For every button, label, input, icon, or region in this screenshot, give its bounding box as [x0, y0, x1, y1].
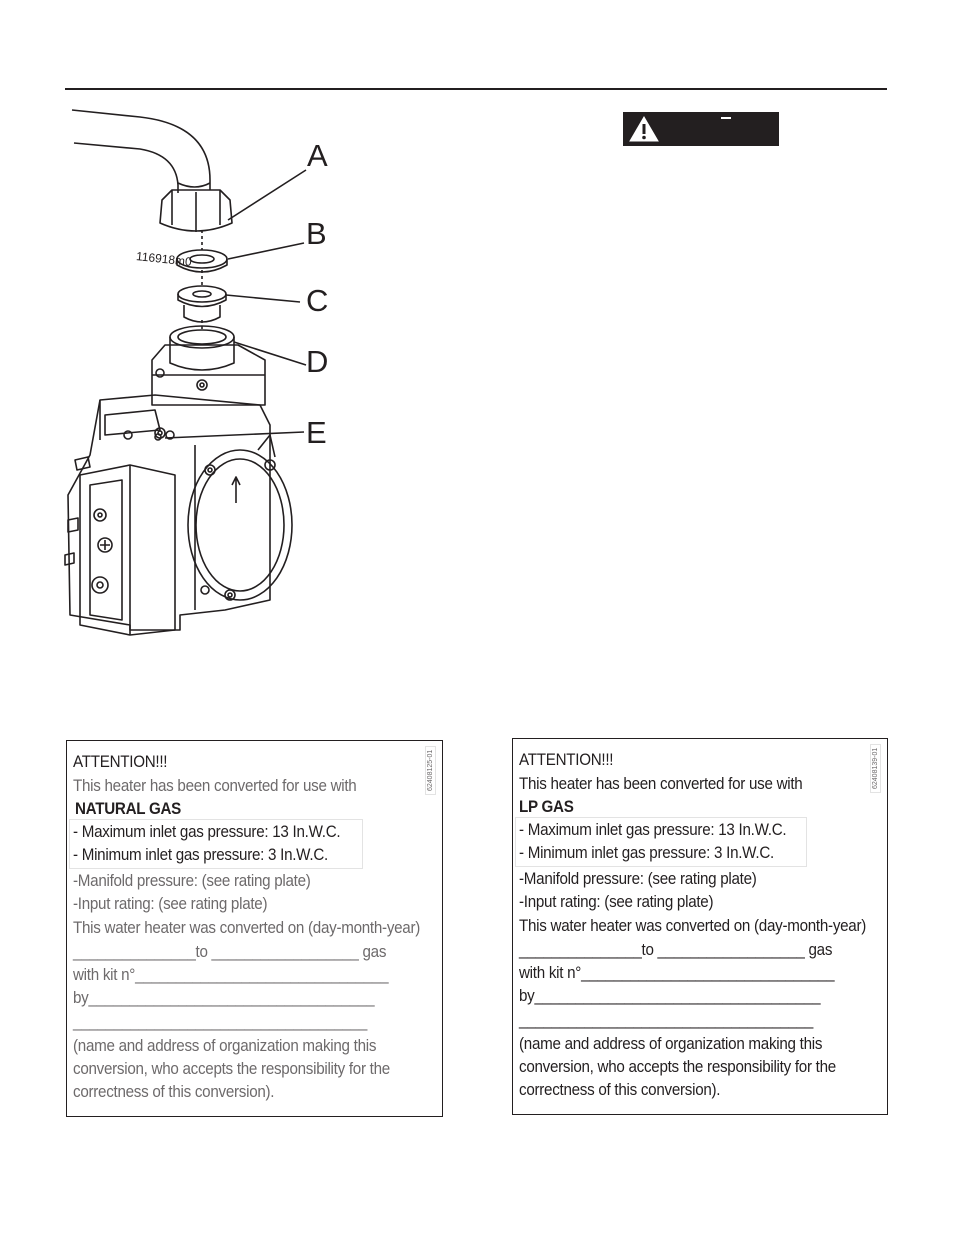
label-intro: This heater has been converted for use with — [519, 775, 803, 793]
part-number: 116918m0 — [135, 249, 193, 269]
leader-c — [226, 295, 300, 302]
label-input: -Input rating: (see rating plate) — [519, 893, 714, 911]
label-org-3: correctness of this conversion). — [519, 1081, 721, 1099]
warning-banner — [623, 112, 779, 146]
label-blank: ____________________________________ — [519, 1011, 813, 1029]
label-heading: ATTENTION!!! — [519, 751, 614, 769]
conversion-label-natural-gas — [66, 740, 443, 1117]
label-to-gas: _______________to __________________ gas — [73, 943, 387, 961]
leader-b — [228, 243, 304, 259]
label-gas-type: NATURAL GAS — [75, 800, 182, 818]
label-converted-on: This water heater was converted on (day-month-year) — [519, 917, 867, 935]
label-manifold: -Manifold pressure: (see rating plate) — [519, 870, 757, 888]
label-by: by___________________________________ — [73, 989, 375, 1007]
header-rule — [65, 88, 887, 90]
callout-d: D — [306, 344, 329, 379]
label-heading: ATTENTION!!! — [73, 753, 168, 771]
label-min-pressure: - Minimum inlet gas pressure: 3 In.W.C. — [519, 844, 774, 862]
label-manifold: -Manifold pressure: (see rating plate) — [73, 872, 311, 890]
warning-banner-text — [721, 117, 731, 119]
leader-a — [228, 170, 306, 220]
label-intro: This heater has been converted for use with — [73, 777, 357, 795]
callout-b: B — [306, 216, 327, 251]
label-to-gas: _______________to __________________ gas — [519, 941, 833, 959]
label-org-2: conversion, who accepts the responsibility for the — [73, 1060, 390, 1078]
label-converted-on: This water heater was converted on (day-month-year) — [73, 919, 421, 937]
label-max-pressure: - Maximum inlet gas pressure: 13 In.W.C. — [73, 823, 341, 841]
conversion-label-lp-gas — [512, 738, 888, 1115]
callout-a: A — [307, 138, 328, 173]
label-code: 62408125-01 — [425, 746, 436, 795]
label-org-2: conversion, who accepts the responsibility for the — [519, 1058, 836, 1076]
label-max-pressure: - Maximum inlet gas pressure: 13 In.W.C. — [519, 821, 787, 839]
label-gas-type: LP GAS — [519, 798, 574, 816]
label-input: -Input rating: (see rating plate) — [73, 895, 268, 913]
label-kit: with kit n°_______________________________ — [73, 966, 389, 984]
label-org-3: correctness of this conversion). — [73, 1083, 275, 1101]
callout-e: E — [306, 415, 327, 450]
callout-c: C — [306, 283, 329, 318]
leader-e — [165, 432, 304, 438]
label-code: 62408139-01 — [870, 744, 881, 793]
label-org-1: (name and address of organization making this — [519, 1035, 823, 1053]
label-org-1: (name and address of organization making this — [73, 1037, 377, 1055]
label-kit: with kit n°_______________________________ — [519, 964, 835, 982]
label-blank: ____________________________________ — [73, 1013, 367, 1031]
label-min-pressure: - Minimum inlet gas pressure: 3 In.W.C. — [73, 846, 328, 864]
warning-triangle-icon — [628, 115, 660, 143]
leader-d — [234, 342, 306, 365]
label-by: by___________________________________ — [519, 987, 821, 1005]
